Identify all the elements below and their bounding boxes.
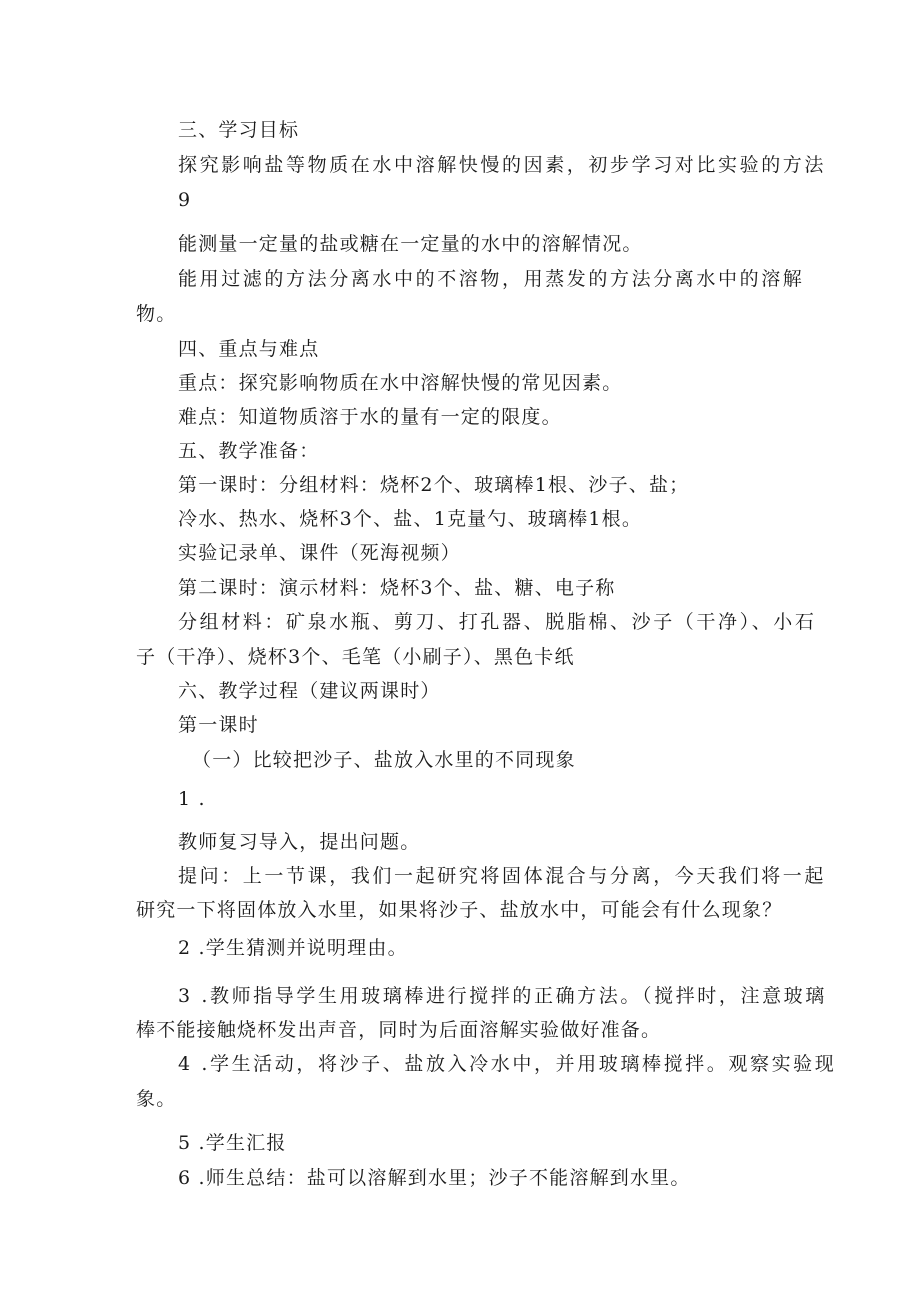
paragraph-line: 能用过滤的方法分离水中的不溶物，用蒸发的方法分离水中的溶解 <box>178 268 805 290</box>
paragraph-line: 提问：上一节课，我们一起研究将固体混合与分离，今天我们将一起 <box>178 865 827 887</box>
paragraph-line: 实验记录单、课件（死海视频） <box>178 542 461 564</box>
paragraph-line: 重点：探究影响物质在水中溶解快慢的常见因素。 <box>178 372 623 394</box>
subheading-compare: （一）比较把沙子、盐放入水里的不同现象 <box>192 749 576 771</box>
paragraph-line: 子（干净）、烧杯3个、毛笔（小刷子）、黑色卡纸 <box>136 646 575 668</box>
paragraph-line: 第一课时 <box>178 714 259 736</box>
heading-learning-goals: 三、学习目标 <box>178 119 300 141</box>
paragraph-line: 教师复习导入，提出问题。 <box>178 831 421 853</box>
paragraph-line: 难点：知道物质溶于水的量有一定的限度。 <box>178 406 562 428</box>
paragraph-line: 棒不能接触烧杯发出声音，同时为后面溶解实验做好准备。 <box>136 1019 662 1041</box>
paragraph-line: 第一课时：分组材料：烧杯2个、玻璃棒1根、沙子、盐； <box>178 474 690 496</box>
list-item: 6 .师生总结：盐可以溶解到水里；沙子不能溶解到水里。 <box>178 1167 691 1189</box>
paragraph-line: 探究影响盐等物质在水中溶解快慢的因素，初步学习对比实验的方法 <box>178 154 827 176</box>
paragraph-line: 冷水、热水、烧杯3个、盐、1克量勺、玻璃棒1根。 <box>178 508 643 530</box>
paragraph-line: 9 <box>178 189 192 211</box>
list-item: 2 .学生猜测并说明理由。 <box>178 937 408 959</box>
paragraph-line: 能测量一定量的盐或糖在一定量的水中的溶解情况。 <box>178 233 643 255</box>
paragraph-line: 物。 <box>136 303 177 325</box>
list-item: 4 .学生活动，将沙子、盐放入冷水中，并用玻璃棒搅拌。观察实验现 <box>178 1053 837 1075</box>
paragraph-line: 象。 <box>136 1088 177 1110</box>
heading-teaching-prep: 五、教学准备： <box>178 440 320 462</box>
paragraph-line: 研究一下将固体放入水里，如果将沙子、盐放水中，可能会有什么现象？ <box>136 899 783 921</box>
heading-key-points: 四、重点与难点 <box>178 338 320 360</box>
list-item: 5 .学生汇报 <box>178 1132 287 1154</box>
paragraph-line: 第二课时：演示材料：烧杯3个、盐、糖、电子称 <box>178 577 616 599</box>
list-number: 1 . <box>178 788 206 810</box>
heading-teaching-process: 六、教学过程（建议两课时） <box>178 680 441 702</box>
paragraph-line: 分组材料：矿泉水瓶、剪刀、打孔器、脱脂棉、沙子（干净）、小石 <box>178 611 817 633</box>
list-item: 3 .教师指导学生用玻璃棒进行搅拌的正确方法。（搅拌时，注意玻璃 <box>178 985 827 1007</box>
